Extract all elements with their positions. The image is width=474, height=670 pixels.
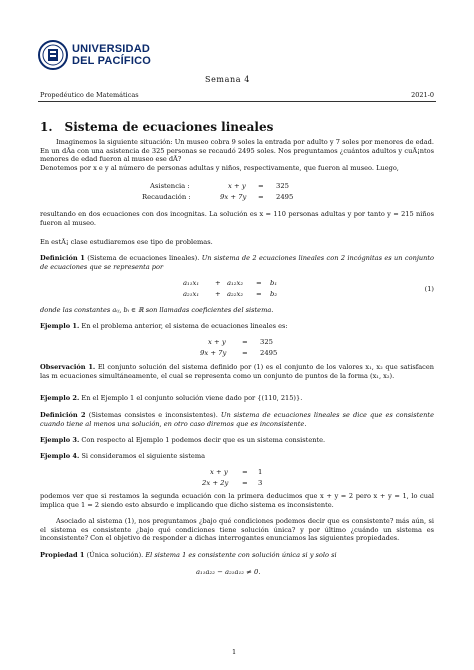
eq-term: a₁₂x₂ [227,279,244,287]
eq-lhs: 2x + 2y [202,479,229,487]
eq-equals: = [242,468,248,476]
university-name-line1: UNIVERSIDAD [72,43,150,55]
definition-body: Un sistema de 2 ecuaciones lineales con 2 incógnitas es un conjunto de ecuaciones que se representa por [40,254,434,271]
eq-rhs: 325 [276,182,289,190]
equation-system-museum [200,338,290,360]
section-number: 1. [40,120,53,134]
eq-lhs: x + y [228,182,246,190]
eq-equals: = [242,349,248,357]
eq-equals: = [242,338,248,346]
eq-lhs: x + y [210,468,228,476]
example-3 [40,436,434,445]
term-label: 2021-0 [411,91,434,99]
example-label: Ejemplo 2. [40,394,80,402]
example-label: Ejemplo 4. [40,452,80,460]
eq-lhs: 9x + 7y [220,193,247,201]
eq-rhs: 2495 [276,193,294,201]
definition-1 [40,254,434,271]
definition-label: Definición 1 [40,254,85,262]
example-4 [40,452,434,461]
paragraph-topic: En estÃ¡ clase estudiaremos ese tipo de problemas. [40,238,213,246]
equation-determinant: a₁₁a₂₂ − a₂₁a₁₂ ≠ 0. [196,568,261,576]
equation-system-general [183,279,283,301]
section-heading [40,120,273,134]
property-body: El sistema 1 es consistente con solución única si y solo si [145,551,337,559]
header-divider [38,101,436,102]
eq-equals: = [256,290,262,298]
paragraph-inconsistent: podemos ver que si restamos la segunda ecuación con la primera deducimos que x + y = 2 pero x + y = 1, lo cual implica que 1 = 2 siendo esto absurdo e implicando que dicho sistema es inconsistente. [40,492,434,509]
eq-rhs: 325 [260,338,273,346]
university-logo [38,40,150,74]
equation-number: (1) [424,285,434,293]
example-body: En el problema anterior, el sistema de ecuaciones lineales es: [81,322,288,330]
week-title: Semana 4 [205,75,250,84]
eq-rhs: 3 [258,479,263,487]
observation-1 [40,363,434,380]
equation-system-inconsistent [202,468,286,490]
paragraph-notation: Denotemos por x e y al número de personas adultas y niños, respectivamente, que fueron al museo. Luego, [40,164,399,172]
eq-term: a₁₁x₁ [183,279,200,287]
example-body: En el Ejemplo 1 el conjunto solución viene dado por {(110, 215)}. [81,394,303,402]
equation-museum [142,182,320,204]
property-title: (Única solución). [86,551,144,559]
university-seal-icon [38,40,68,70]
eq-equals: = [242,479,248,487]
eq-equals: = [258,193,264,201]
eq-rhs: b₂ [270,290,278,298]
eq-op: + [215,290,221,298]
definition-1-tail: donde las constantes aᵢⱼ, bᵢ ∈ ℝ son llamadas coeficientes del sistema. [40,306,274,314]
section-title: Sistema de ecuaciones lineales [64,120,274,134]
eq-label: Recaudación : [142,193,191,201]
example-2 [40,394,434,403]
eq-term: a₂₂x₂ [227,290,244,298]
observation-label: Observación 1. [40,363,96,371]
paragraph-intro: Imaginemos la siguiente situación: Un museo cobra 9 soles la entrada por adulto y 7 soles por menores de edad. En un dÃa con una asistencia de 325 personas se recaudó 2495 soles. Nos preguntamos ¿cuántos adultos y cuÃ¡ntos menores de edad fueron al museo ese dÃ? [40,138,434,164]
eq-equals: = [256,279,262,287]
example-body: Si consideramos el siguiente sistema [81,452,206,460]
university-name [72,43,151,67]
definition-title: (Sistema de ecuaciones lineales). [87,254,200,262]
example-body: Con respecto al Ejemplo 1 podemos decir que es un sistema consistente. [81,436,326,444]
example-1 [40,322,434,331]
definition-body: Un sistema de ecuaciones lineales se dice que es consistente cuando tiene al menos una solución, en otro caso diremos que es inconsistente. [40,411,434,428]
page-number: 1 [232,648,237,656]
eq-term: a₂₁x₁ [183,290,200,298]
eq-rhs: b₁ [270,279,278,287]
observation-body: El conjunto solución del sistema definido por (1) es el conjunto de los valores x₁, x₂ que satisfacen las m ecuaciones simultáneamente, el cual se representa como un conjunto de puntos de la forma (x₁, x₂). [40,363,434,380]
definition-title: (Sistemas consistes e inconsistentes). [88,411,218,419]
property-label: Propiedad 1 [40,551,85,559]
eq-lhs: x + y [208,338,226,346]
paragraph-result: resultando en dos ecuaciones con dos incognitas. La solución es x = 110 personas adultas y por tanto y = 215 niños fueron al museo. [40,210,434,227]
paragraph-questions: Asociado al sistema (1), nos preguntamos ¿bajo qué condiciones podemos decir que es consistente? más aún, si el sistema es consistente ¿bajo qué condiciones tiene solución única? y por último ¿cuándo un sistema es inconsistente? Con el objetivo de responder a dichas interrogantes enunciamos las siguientes propiedades. [40,517,434,543]
eq-rhs: 2495 [260,349,278,357]
university-name-line2: DEL PACÍFICO [72,55,151,67]
course-name: Propedéutico de Matemáticas [40,91,139,99]
eq-equals: = [258,182,264,190]
definition-2 [40,411,434,428]
example-label: Ejemplo 1. [40,322,80,330]
eq-op: + [215,279,221,287]
example-label: Ejemplo 3. [40,436,80,444]
eq-lhs: 9x + 7y [200,349,227,357]
eq-rhs: 1 [258,468,263,476]
definition-label: Definición 2 [40,411,86,419]
property-1 [40,551,434,560]
eq-label: Asistencia : [150,182,190,190]
